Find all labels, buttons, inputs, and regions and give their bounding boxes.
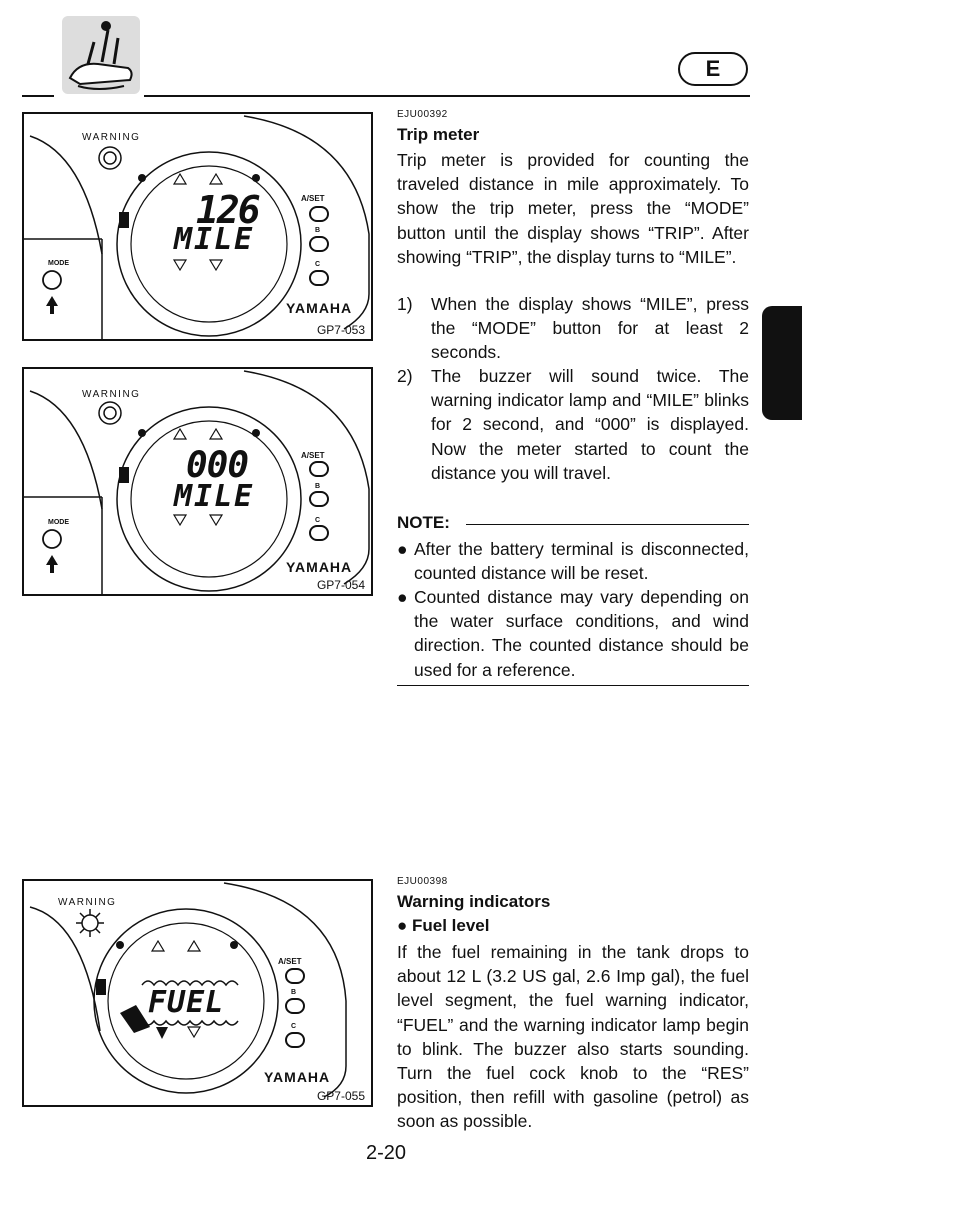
jetski-logo (58, 14, 144, 96)
meter-figure (22, 367, 373, 596)
yamaha-logo: YAMAHA (264, 1069, 331, 1085)
figure-code: GP7-054 (316, 578, 365, 592)
warning-label: WARNING (58, 897, 117, 908)
c-label: C (315, 517, 321, 524)
display-unit: MILE (174, 479, 255, 514)
display-value: 126 (196, 188, 259, 232)
step-number: 1) (397, 294, 413, 314)
step-text: When the display shows “MILE”, press the “MODE” button for at least 2 seconds. (431, 294, 749, 363)
header-rule-left (22, 95, 54, 97)
page-number: 2-20 (366, 1142, 407, 1164)
c-label: C (315, 261, 321, 268)
bullet-icon: ● (397, 587, 408, 607)
warning-label: WARNING (82, 132, 141, 143)
note-rule (466, 524, 749, 525)
display-value: FUEL (148, 985, 225, 1020)
c-label: C (291, 1023, 297, 1030)
step-number: 2) (397, 366, 413, 386)
note-label: NOTE: (397, 513, 450, 532)
aset-label: A/SET (301, 451, 325, 460)
b-label: B (315, 227, 321, 234)
mode-label: MODE (48, 260, 69, 267)
subsection-label: Fuel level (412, 916, 490, 935)
note-end-rule (397, 685, 749, 686)
meter-figure (22, 112, 373, 341)
section-badge: E (678, 52, 748, 86)
header-rule (144, 95, 750, 97)
chapter-tab (762, 306, 802, 420)
figure-code: GP7-055 (316, 1089, 365, 1103)
section-title: Warning indicators (397, 892, 551, 911)
bullet-icon: ● (397, 539, 408, 559)
display-unit: MILE (174, 222, 255, 257)
aset-label: A/SET (278, 957, 302, 966)
section-code: EJU00392 (397, 109, 448, 120)
section-title: Trip meter (397, 125, 480, 144)
mode-label: MODE (48, 519, 69, 526)
section-code: EJU00398 (397, 876, 448, 887)
meter-figure (22, 879, 373, 1107)
warning-label: WARNING (82, 389, 141, 400)
figure-code: GP7-053 (316, 323, 365, 337)
aset-label: A/SET (301, 194, 325, 203)
note-text: Counted distance may vary depending on the water surface conditions, and wind direction. The counted distance should be used for a reference. (414, 587, 749, 680)
section-body: If the fuel remaining in the tank drops to about 12 L (3.2 US gal, 2.6 Imp gal), the fuel level segment, the fuel warning indicator, “FUEL” and the warning indicator lamp begin to blink. The buzzer also starts sounding. Turn the fuel cock knob to the “RES” position, then refill with gasoline (petrol) as soon as possible. (397, 942, 749, 1132)
yamaha-logo: YAMAHA (286, 559, 353, 575)
bullet-icon: ● (397, 916, 412, 935)
subsection-title (397, 916, 489, 936)
step-text: The buzzer will sound twice. The warning indicator lamp and “MILE” blinks for 2 second, and “000” is displayed. Now the meter started to count the distance you will travel. (431, 366, 749, 483)
display-value: 000 (186, 445, 249, 486)
note-text: After the battery terminal is disconnected, counted distance will be reset. (414, 539, 749, 584)
section-intro: Trip meter is provided for counting the traveled distance in mile approximately. To show the trip meter, press the “MODE” button until the display shows “TRIP”. After showing “TRIP”, the display turns to “MILE”. (397, 150, 749, 267)
b-label: B (291, 989, 297, 996)
b-label: B (315, 483, 321, 490)
yamaha-logo: YAMAHA (286, 300, 353, 316)
